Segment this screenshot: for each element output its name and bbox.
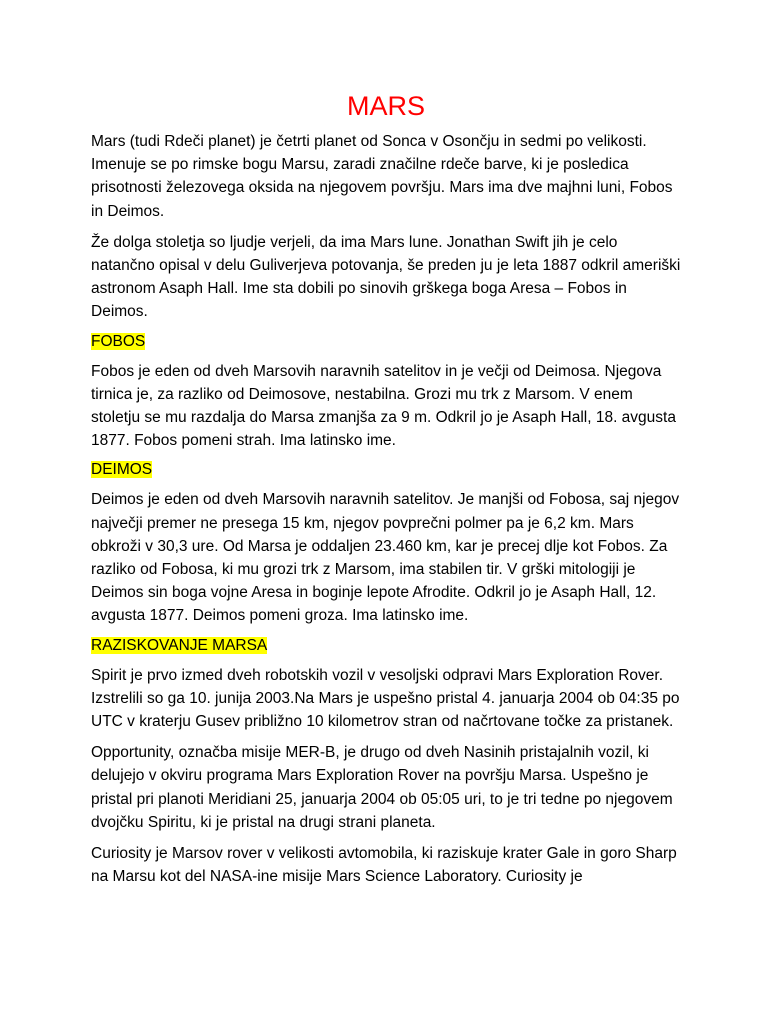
intro-paragraph-1: Mars (tudi Rdeči planet) je četrti planet od Sonca v Osončju in sedmi po velikosti. Imenuje se po rimske bogu Marsu, zaradi značilne rdeče barve, ki je posledica prisotnosti železovega oksida na njegovem površju. Mars ima dve majhni luni, Fobos in Deimos. [91, 133, 673, 220]
deimos-paragraph: Deimos je eden od dveh Marsovih naravnih satelitov. Je manjši od Fobosa, saj njegov največji premer ne presega 15 km, njegov povprečni polmer pa je 6,2 km. Mars obkroži v 30,3 ure. Od Marsa je oddaljen 23.460 km, kar je precej dlje kot Fobos. Za razliko od Fobosa, ki mu grozi trk z Marsom, ima stabilen tir. V grški mitologiji je Deimos sin boga vojne Aresa in boginje lepote Afrodite. Odkril jo je Asaph Hall, 12. avgusta 1877. Deimos pomeni groza. Ima latinsko ime. [91, 491, 680, 625]
document-title: MARS [346, 91, 425, 121]
document-page [91, 86, 681, 896]
highlighted-heading-fobos: FOBOS [91, 332, 146, 350]
intro-paragraph-2: Že dolga stoletja so ljudje verjeli, da ima Mars lune. Jonathan Swift jih je celo natančno opisal v delu Guliverjeva potovanja, še preden ju je leta 1887 odkril ameriški astronom Asaph Hall. Ime sta dobili po sinovih grškega boga Aresa – Fobos in Deimos. [91, 233, 681, 321]
spirit-paragraph: Spirit je prvo izmed dveh robotskih vozil v vesoljski odpravi Mars Exploration Rover. Izstrelili so ga 10. junija 2003.Na Mars je uspešno pristal 4. januarja 2004 ob 04:35 po UTC v kraterju Gusev približno 10 kilometrov stran od načrtovane točke za pristanek. [91, 666, 680, 731]
section-heading-exploration [91, 636, 681, 656]
section-heading-deimos [91, 460, 681, 480]
highlighted-heading-exploration: RAZISKOVANJE MARSA [91, 636, 268, 654]
highlighted-heading-deimos: DEIMOS [91, 461, 153, 479]
opportunity-paragraph: Opportunity, označba misije MER-B, je drugo od dveh Nasinih pristajalnih vozil, ki delujejo v okviru programa Mars Exploration Rover na površju Marsa. Uspešno je pristal pri planoti Meridiani 25, januarja 2004 ob 05:05 uri, to je tri tedne po njegovem dvojčku Spiritu, ki je pristal na drugi strani planeta. [91, 744, 673, 831]
curiosity-paragraph: Curiosity je Marsov rover v velikosti avtomobila, ki raziskuje krater Gale in goro Sharp na Marsu kot del NASA-ine misije Mars Science Laboratory. Curiosity je [91, 845, 677, 886]
fobos-paragraph: Fobos je eden od dveh Marsovih naravnih satelitov in je večji od Deimosa. Njegova tirnica je, za razliko od Deimosove, nestabilna. Grozi mu trk z Marsom. V enem stoletju se mu razdalja do Marsa zmanjša za 9 m. Odkril jo je Asaph Hall, 18. avgusta 1877. Fobos pomeni strah. Ima latinsko ime. [91, 362, 676, 450]
section-heading-fobos [91, 332, 681, 352]
